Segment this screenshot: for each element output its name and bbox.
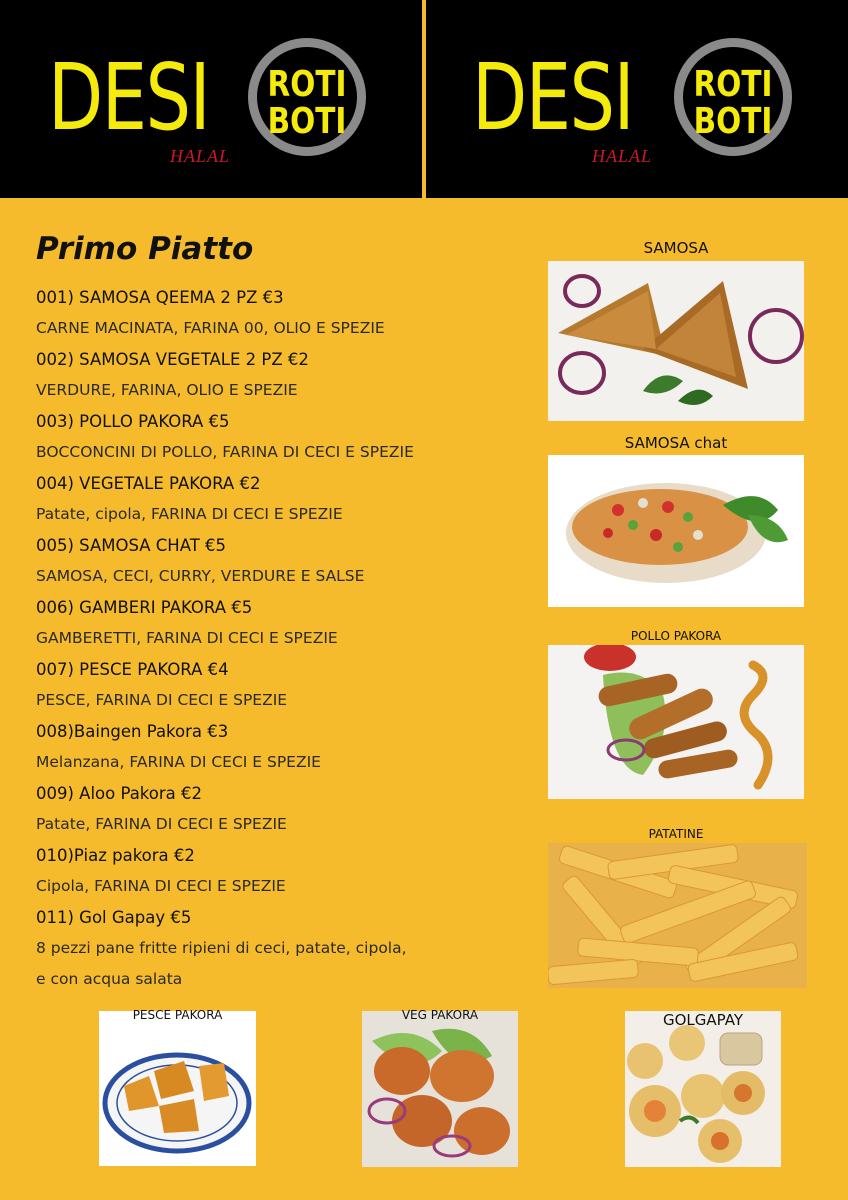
menu-item-name: 004) VEGETALE PAKORA €2 [36, 474, 261, 493]
menu-item-desc: e con acqua salata [36, 970, 183, 988]
photo-label-golgapay: GOLGAPAY [662, 1011, 744, 1029]
menu-item-desc: VERDURE, FARINA, OLIO E SPEZIE [36, 381, 298, 399]
logo-word: DESI [472, 44, 634, 151]
menu-item-name: 003) POLLO PAKORA €5 [36, 412, 230, 431]
menu-item-name: 006) GAMBERI PAKORA €5 [36, 598, 253, 617]
logo-circle-top: ROTI [267, 64, 347, 105]
logo-circle-bottom: BOTI [693, 101, 773, 142]
logo-circle [674, 38, 792, 156]
samosa-chat-photo [548, 455, 804, 607]
photo-label-pollo-pakora: POLLO PAKORA [630, 629, 722, 643]
photo-label-samosa-chat: SAMOSA chat [624, 434, 728, 452]
menu-item-desc: BOCCONCINI DI POLLO, FARINA DI CECI E SPEZIE [36, 443, 414, 461]
pesce-pakora-photo [99, 1011, 256, 1166]
photo-label-samosa: SAMOSA [643, 239, 709, 257]
logo-circle-top: ROTI [693, 64, 773, 105]
menu-item-desc: SAMOSA, CECI, CURRY, VERDURE E SALSE [36, 567, 365, 585]
logo-circle [248, 38, 366, 156]
menu-item-name: 007) PESCE PAKORA €4 [36, 660, 229, 679]
samosa-photo [548, 261, 804, 421]
veg-pakora-photo [362, 1011, 518, 1167]
patatine-photo [548, 843, 807, 988]
section-title: Primo Piatto [36, 231, 254, 267]
photo-label-patatine: PATATINE [648, 827, 704, 841]
menu-list [36, 282, 506, 995]
menu-item-desc: PESCE, FARINA DI CECI E SPEZIE [36, 691, 288, 709]
pollo-pakora-photo [548, 645, 804, 799]
photo-label-pesce-pakora: PESCE PAKORA [132, 1008, 223, 1022]
header [0, 0, 848, 198]
menu-item-name: 001) SAMOSA QEEMA 2 PZ €3 [36, 288, 284, 307]
menu-item-name: 008)Baingen Pakora €3 [36, 722, 229, 741]
logo-circle-bottom: BOTI [267, 101, 347, 142]
golgapay-photo [625, 1011, 781, 1167]
logo-word: DESI [48, 44, 210, 151]
menu-item-desc: 8 pezzi pane fritte ripieni di ceci, patate, cipola, [36, 939, 407, 957]
menu-item-name: 002) SAMOSA VEGETALE 2 PZ €2 [36, 350, 309, 369]
menu-item-name: 010)Piaz pakora €2 [36, 846, 195, 865]
menu-item-desc: Patate, FARINA DI CECI E SPEZIE [36, 815, 287, 833]
menu-item-name: 011) Gol Gapay €5 [36, 908, 192, 927]
menu-item-desc: GAMBERETTI, FARINA DI CECI E SPEZIE [36, 629, 338, 647]
logo-halal-tag: HALAL [592, 146, 653, 166]
logo-halal-tag: HALAL [170, 146, 231, 166]
photo-label-veg-pakora: VEG PAKORA [401, 1008, 479, 1022]
logo-right [426, 0, 848, 198]
menu-item-desc: Cipola, FARINA DI CECI E SPEZIE [36, 877, 286, 895]
logo-left [0, 0, 422, 198]
menu-item-desc: Melanzana, FARINA DI CECI E SPEZIE [36, 753, 321, 771]
menu-item-name: 009) Aloo Pakora €2 [36, 784, 202, 803]
menu-item-desc: CARNE MACINATA, FARINA 00, OLIO E SPEZIE [36, 319, 385, 337]
menu-item-desc: Patate, cipola, FARINA DI CECI E SPEZIE [36, 505, 343, 523]
menu-item-name: 005) SAMOSA CHAT €5 [36, 536, 227, 555]
